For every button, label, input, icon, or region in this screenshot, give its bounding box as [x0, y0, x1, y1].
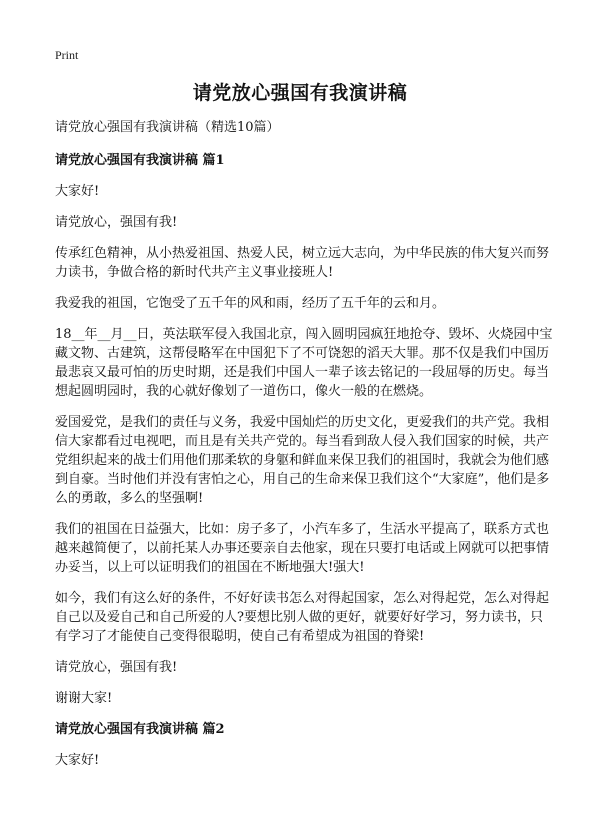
paragraph: 如今，我们有这么好的条件，不好好读书怎么对得起国家，怎么对得起党，怎么对得起自己以及爱自己和自己所爱的人?要想比别人做的更好，就要好好学习，努力读书，只有学习了才能使自己变得很聪明，使自己有希望成为祖国的脊梁! — [55, 591, 550, 644]
paragraph: 请党放心，强国有我! — [55, 660, 178, 675]
paragraph: 18__年__月__日，英法联军侵入我国北京，闯入圆明园疯狂地抢夺、毁坏、火烧园中宝藏文物、古建筑，这帮侵略军在中国犯下了不可饶恕的滔天大罪。那不仅是我们中国历最悲哀又最可怕的历史时期，还是我们中国人一辈子该去铭记的一段屈辱的历史。每当想起圆明园时，我的心就好像划了一道伤口，像火一般的在燃烧。 — [55, 327, 553, 399]
paragraph: 大家好! — [55, 753, 100, 768]
document-body — [55, 118, 553, 782]
paragraph: 我爱我的祖国，它饱受了五千年的风和雨，经历了五千年的云和月。 — [55, 296, 446, 311]
paragraph: 大家好! — [55, 184, 100, 199]
paragraph: 爱国爱党，是我们的责任与义务，我爱中国灿烂的历史文化，更爱我们的共产党。我相信大家都看过电视吧，而且是有关共产党的。每当看到敌人侵入我们国家的时候，共产党组织起来的战士们用他们那柔软的身躯和鲜血来保卫我们的祖国时，我就会为他们感到自豪。当时他们并没有害怕之心，用自己的生命来保卫我们这个“大家庭”，他们是多么的勇敢，多么的坚强啊! — [55, 415, 550, 506]
section-heading-1: 请党放心强国有我演讲稿 篇1 — [55, 153, 225, 168]
print-link[interactable]: Print — [55, 48, 79, 62]
paragraph: 我们的祖国在日益强大，比如：房子多了，小汽车多了，生活水平提高了，联系方式也越来越简便了，以前托某人办事还要亲自去他家，现在只要打电话或上网就可以把事情办妥当，以上可以证明我们的祖国在不断地强大!强大! — [55, 522, 550, 575]
page-title: 请党放心强国有我演讲稿 — [192, 82, 408, 104]
paragraph: 传承红色精神，从小热爱祖国、热爱人民，树立远大志向，为中华民族的伟大复兴而努力读书，争做合格的新时代共产主义事业接班人! — [55, 246, 550, 280]
paragraph: 请党放心，强国有我! — [55, 215, 178, 230]
section-heading-2: 请党放心强国有我演讲稿 篇2 — [55, 722, 225, 737]
paragraph: 谢谢大家! — [55, 691, 113, 706]
document-subtitle: 请党放心强国有我演讲稿（精选10篇） — [55, 120, 280, 135]
